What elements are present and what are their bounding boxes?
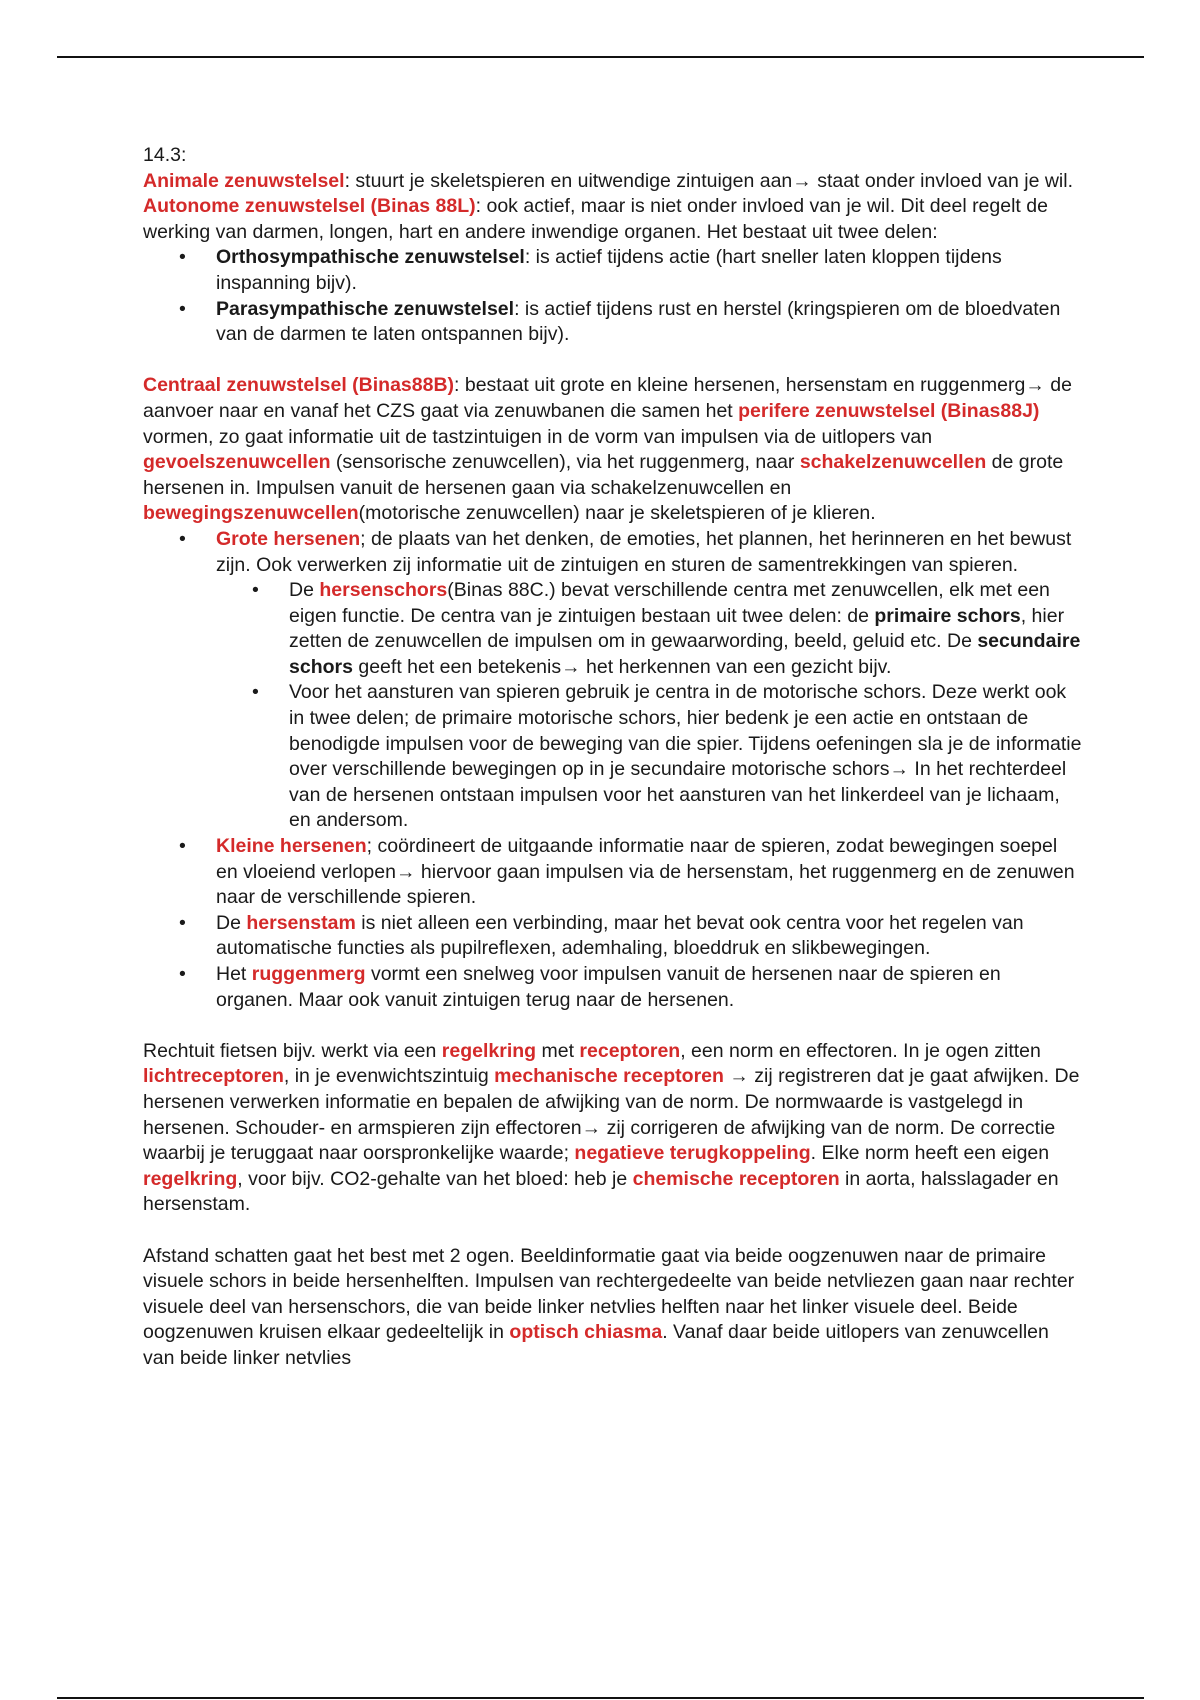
footer-rule bbox=[57, 1697, 1144, 1699]
arrow-icon: → bbox=[561, 655, 581, 678]
sublist-grote bbox=[216, 578, 1083, 834]
text: . Elke norm heeft een eigen bbox=[810, 1142, 1050, 1165]
arrow-icon: → bbox=[1025, 374, 1045, 397]
text: de grote hersenen in. Impulsen vanuit de hersenen gaan via schakelzenuwcellen en bbox=[143, 451, 1064, 499]
term-pzs: perifere zenuwstelsel (Binas88J) bbox=[738, 399, 1040, 422]
paragraph-czs bbox=[143, 373, 1083, 527]
text: staat onder invloed van je wil. bbox=[811, 169, 1074, 192]
term-para: Parasympathische zenuwstelsel bbox=[216, 297, 515, 320]
spacer bbox=[143, 1218, 1083, 1244]
list-item bbox=[143, 527, 1083, 834]
term-beweging: bewegingszenuwcellen bbox=[143, 502, 359, 525]
spacer bbox=[143, 1013, 1083, 1039]
term-regelkring: regelkring bbox=[143, 1167, 238, 1190]
text: Het bbox=[216, 963, 252, 985]
text: De bbox=[216, 911, 247, 934]
text: : bestaat uit grote en kleine hersenen, hersenstam en ruggenmerg bbox=[454, 374, 1026, 397]
term-kleine: Kleine hersenen bbox=[216, 835, 367, 858]
text: hiervoor gaan impulsen via de hersenstam, het ruggenmerg en de zenuwen naar de verschillende spieren. bbox=[216, 860, 1075, 909]
term-regelkring: regelkring bbox=[441, 1039, 537, 1062]
spacer bbox=[143, 348, 1083, 374]
text: vormen, zo gaat informatie uit de tastzintuigen in de vorm van impulsen via de uitlopers van bbox=[143, 425, 933, 448]
term-ruggenmerg: ruggenmerg bbox=[251, 963, 366, 985]
text: : is actief tijdens actie (hart sneller laten kloppen tijdens inspanning bijv). bbox=[216, 246, 1002, 294]
text: , hier zetten de zenuwcellen de impulsen om in gewaarwording, beeld, geluid etc. De bbox=[289, 604, 1065, 653]
term-secundaire: secundaire schors bbox=[289, 630, 1081, 678]
text: . Vanaf daar beide uitlopers van zenuwcellen van beide linker netvlies bbox=[143, 1321, 1049, 1369]
list-item bbox=[143, 245, 1083, 296]
text: het herkennen van een gezicht bijv. bbox=[580, 655, 892, 678]
text: Afstand schatten gaat het best met 2 ogen. Beeldinformatie gaat via beide oogzenuwen naar de primaire visuele schors in beide hersenhelften. Impulsen van rechtergedeelte van beide netvliezen gaan naar rechter visuele deel van hersenschors, die van beide linker netvlies helften naar het linker visuele deel. Beide oogzenuwen kruisen elkaar gedeeltelijk in bbox=[143, 1244, 1075, 1344]
text: is niet alleen een verbinding, maar het bevat ook centra voor het regelen van automatische functies als pupilreflexen, ademhaling, bloeddruk en slikbewegingen. bbox=[216, 911, 1024, 960]
text: Voor het aansturen van spieren gebruik je centra in de motorische schors. Deze werkt ook in twee delen; de primaire motorische schors, hier bedenk je een actie en ontstaan de benodigde impulsen voor de beweging van die spier. Tijdens oefeningen sla je de informatie over verschillende bewegingen op in je secundaire motorische schors bbox=[289, 681, 1082, 781]
text: , in je evenwichtszintuig bbox=[283, 1065, 495, 1088]
document-body bbox=[143, 143, 1083, 1372]
text: ; coördineert de uitgaande informatie naar de spieren, zodat bewegingen soepel en vloeiend verlopen bbox=[216, 835, 1058, 883]
term-optisch-chiasma: optisch chiasma bbox=[509, 1321, 663, 1344]
term-animale: Animale zenuwstelsel bbox=[143, 169, 345, 192]
text: (sensorische zenuwcellen), via het ruggenmerg, naar bbox=[330, 451, 800, 474]
list-item bbox=[143, 834, 1083, 911]
text: De bbox=[289, 579, 320, 602]
paragraph-regelkring bbox=[143, 1039, 1083, 1218]
text: zij corrigeren de afwijking van de norm. De correctie waarbij je teruggaat naar oorspronkelijke waarde; bbox=[143, 1116, 1056, 1165]
text: , een norm en effectoren. In je ogen zitten bbox=[680, 1039, 1041, 1062]
term-hersenschors: hersenschors bbox=[319, 579, 448, 602]
list-czs bbox=[143, 527, 1083, 1013]
term-czs: Centraal zenuwstelsel (Binas88B) bbox=[143, 374, 455, 397]
list-autonoom bbox=[143, 245, 1083, 347]
list-item bbox=[143, 962, 1083, 1013]
paragraph-autonoom bbox=[143, 194, 1083, 245]
term-hersenstam: hersenstam bbox=[246, 911, 356, 934]
term-lichtreceptoren: lichtreceptoren bbox=[143, 1065, 284, 1088]
text: zij registreren dat je gaat afwijken. De hersenen verwerken informatie en bepalen de afwijking van de norm. De normwaarde is vastgelegd in hersenen. Schouder- en armspieren zijn effectoren bbox=[143, 1065, 1080, 1139]
section-heading: 14.3: bbox=[143, 144, 187, 166]
list-item bbox=[143, 297, 1083, 348]
text: met bbox=[536, 1039, 580, 1062]
text: vormt een snelweg voor impulsen vanuit de hersenen naar de spieren en organen. Maar ook vanuit zintuigen terug naar de hersenen. bbox=[216, 963, 1001, 1011]
arrow-icon: → bbox=[581, 1116, 602, 1139]
text: in aorta, halsslagader en hersenstam. bbox=[143, 1167, 1059, 1216]
list-item bbox=[216, 680, 1083, 834]
text: : is actief tijdens rust en herstel (kringspieren om de bloedvaten van de darmen te laten ontspannen bijv). bbox=[216, 297, 1061, 346]
paragraph-afstand bbox=[143, 1244, 1083, 1372]
term-negatieve-terugkoppeling: negatieve terugkoppeling bbox=[574, 1142, 811, 1165]
term-grote: Grote hersenen bbox=[216, 527, 361, 550]
text: , voor bijv. CO2-gehalte van het bloed: heb je bbox=[237, 1167, 633, 1190]
text: (Binas 88C.) bevat verschillende centra met zenuwcellen, elk met een eigen functie. De centra van je zintuigen bestaan uit twee delen: de bbox=[289, 579, 1050, 627]
term-autonoom: Autonome zenuwstelsel (Binas 88L) bbox=[143, 195, 476, 218]
arrow-icon: → bbox=[792, 169, 812, 192]
text: Rechtuit fietsen bijv. werkt via een bbox=[143, 1039, 442, 1062]
arrow-icon: → bbox=[723, 1065, 755, 1088]
term-chemische-receptoren: chemische receptoren bbox=[632, 1167, 840, 1190]
text: ; de plaats van het denken, de emoties, het plannen, het herinneren en het bewust zijn. Ook verwerken zij informatie uit de zintuigen en sturen de samentrekkingen van spieren. bbox=[216, 527, 1072, 576]
term-ortho: Orthosympathische zenuwstelsel bbox=[216, 246, 525, 269]
list-item bbox=[143, 911, 1083, 962]
text: de aanvoer naar en vanaf het CZS gaat via zenuwbanen die samen het bbox=[143, 374, 1072, 422]
paragraph-animale bbox=[143, 169, 1083, 195]
arrow-icon: → bbox=[889, 758, 910, 781]
header-rule bbox=[57, 56, 1144, 58]
list-item bbox=[216, 578, 1083, 680]
term-gevoel: gevoelszenuwcellen bbox=[143, 451, 331, 474]
text: (motorische zenuwcellen) naar je skeletspieren of je klieren. bbox=[358, 502, 876, 525]
text: : ook actief, maar is niet onder invloed van je wil. Dit deel regelt de werking van darmen, longen, hart en andere inwendige organen. Het bestaat uit twee delen: bbox=[143, 195, 1048, 243]
term-primaire: primaire schors bbox=[874, 604, 1021, 627]
text: In het rechterdeel van de hersenen ontstaan impulsen voor het aansturen van het linkerdeel van je lichaam, en andersom. bbox=[289, 758, 1067, 832]
arrow-icon: → bbox=[395, 860, 416, 883]
term-receptoren: receptoren bbox=[579, 1039, 681, 1062]
text: : stuurt je skeletspieren en uitwendige zintuigen aan bbox=[344, 169, 793, 192]
term-mechanische-receptoren: mechanische receptoren bbox=[494, 1065, 724, 1088]
term-schakel: schakelzenuwcellen bbox=[799, 451, 987, 474]
text: geeft het een betekenis bbox=[352, 655, 562, 678]
